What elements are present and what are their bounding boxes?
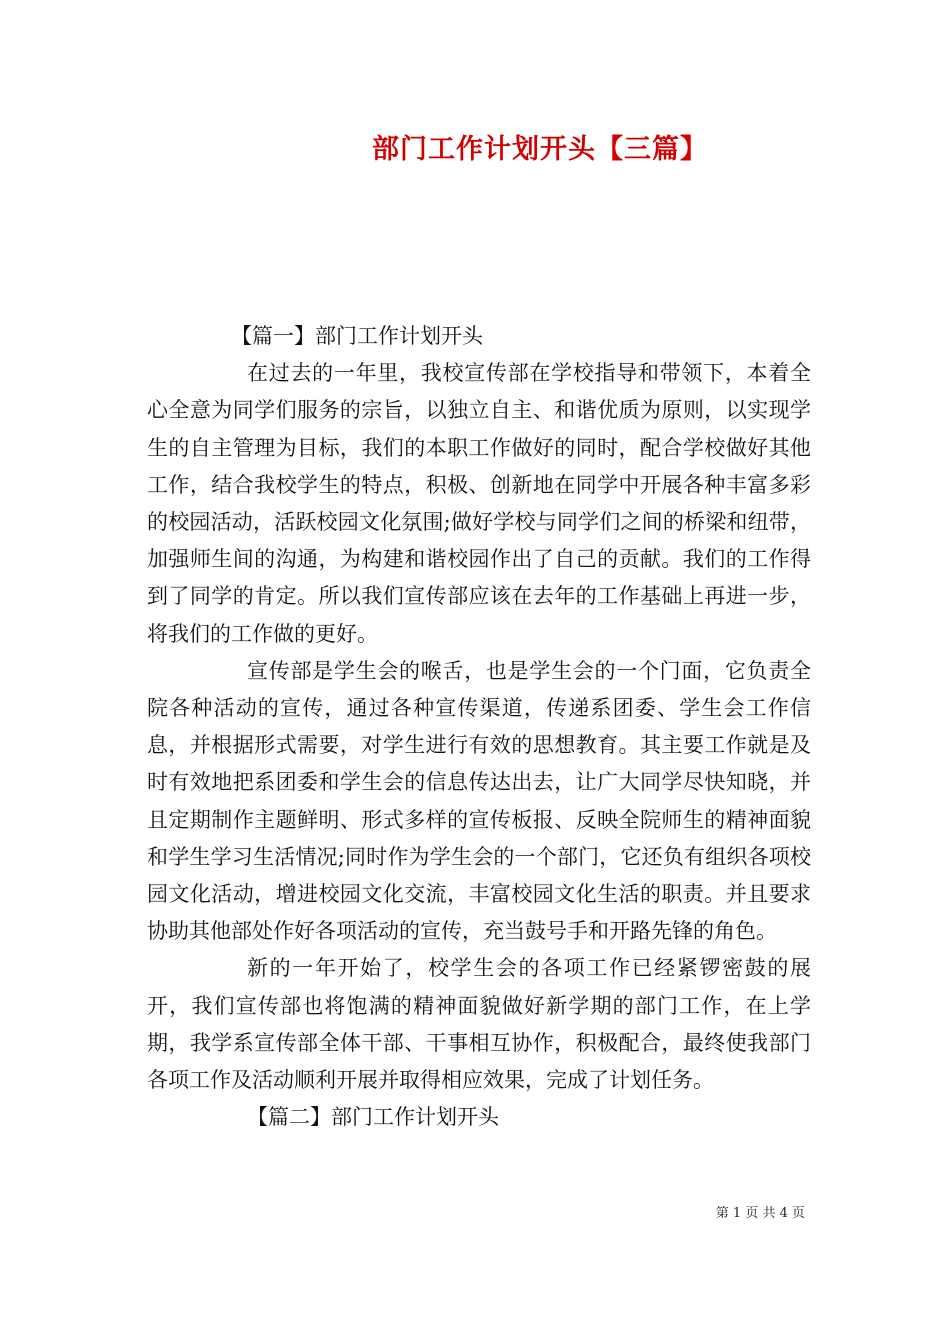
section-heading-2: 【篇二】部门工作计划开头 [247,1105,499,1130]
page-footer: 第 1 页 共 4 页 [715,1206,805,1221]
paragraph-2: 宣传部是学生会的喉舌，也是学生会的一个门面，它负责全院各种活动的宣传，通过各种宣传渠道，传递系团委、学生会工作信息，并根据形式需要，对学生进行有效的思想教育。其主要工作就是及时有效地把系团委和学生会的信息传达出去，让广大同学尽快知晓，并且定期制作主题鲜明、形式多样的宣传板报、反映全院师生的精神面貌和学生学习生活情况;同时作为学生会的一个部门，它还负有组织各项校园文化活动，增进校园文化交流，丰富校园文化生活的职责。并且要求协助其他部处作好各项活动的宣传，充当鼓号手和开路先锋的角色。 [147,658,811,944]
document-body [147,318,811,1136]
section-heading-1: 【篇一】部门工作计划开头 [231,324,483,348]
paragraph-3: 新的一年开始了，校学生会的各项工作已经紧锣密鼓的展开，我们宣传部也将饱满的精神面貌做好新学期的部门工作，在上学期，我学系宣传部全体干部、干事相互协作，积极配合，最终使我部门各项工作及活动顺利开展并取得相应效果，完成了计划任务。 [147,956,811,1093]
paragraph-1: 在过去的一年里，我校宣传部在学校指导和带领下，本着全心全意为同学们服务的宗旨，以独立自主、和谐优质为原则，以实现学生的自主管理为目标，我们的本职工作做好的同时，配合学校做好其他工作，结合我校学生的特点，积极、创新地在同学中开展各种丰富多彩的校园活动，活跃校园文化氛围;做好学校与同学们之间的桥梁和纽带，加强师生间的沟通，为构建和谐校园作出了自己的贡献。我们的工作得到了同学的肯定。所以我们宣传部应该在去年的工作基础上再进一步，将我们的工作做的更好。 [147,361,811,646]
document-title: 部门工作计划开头【三篇】 [372,134,708,165]
